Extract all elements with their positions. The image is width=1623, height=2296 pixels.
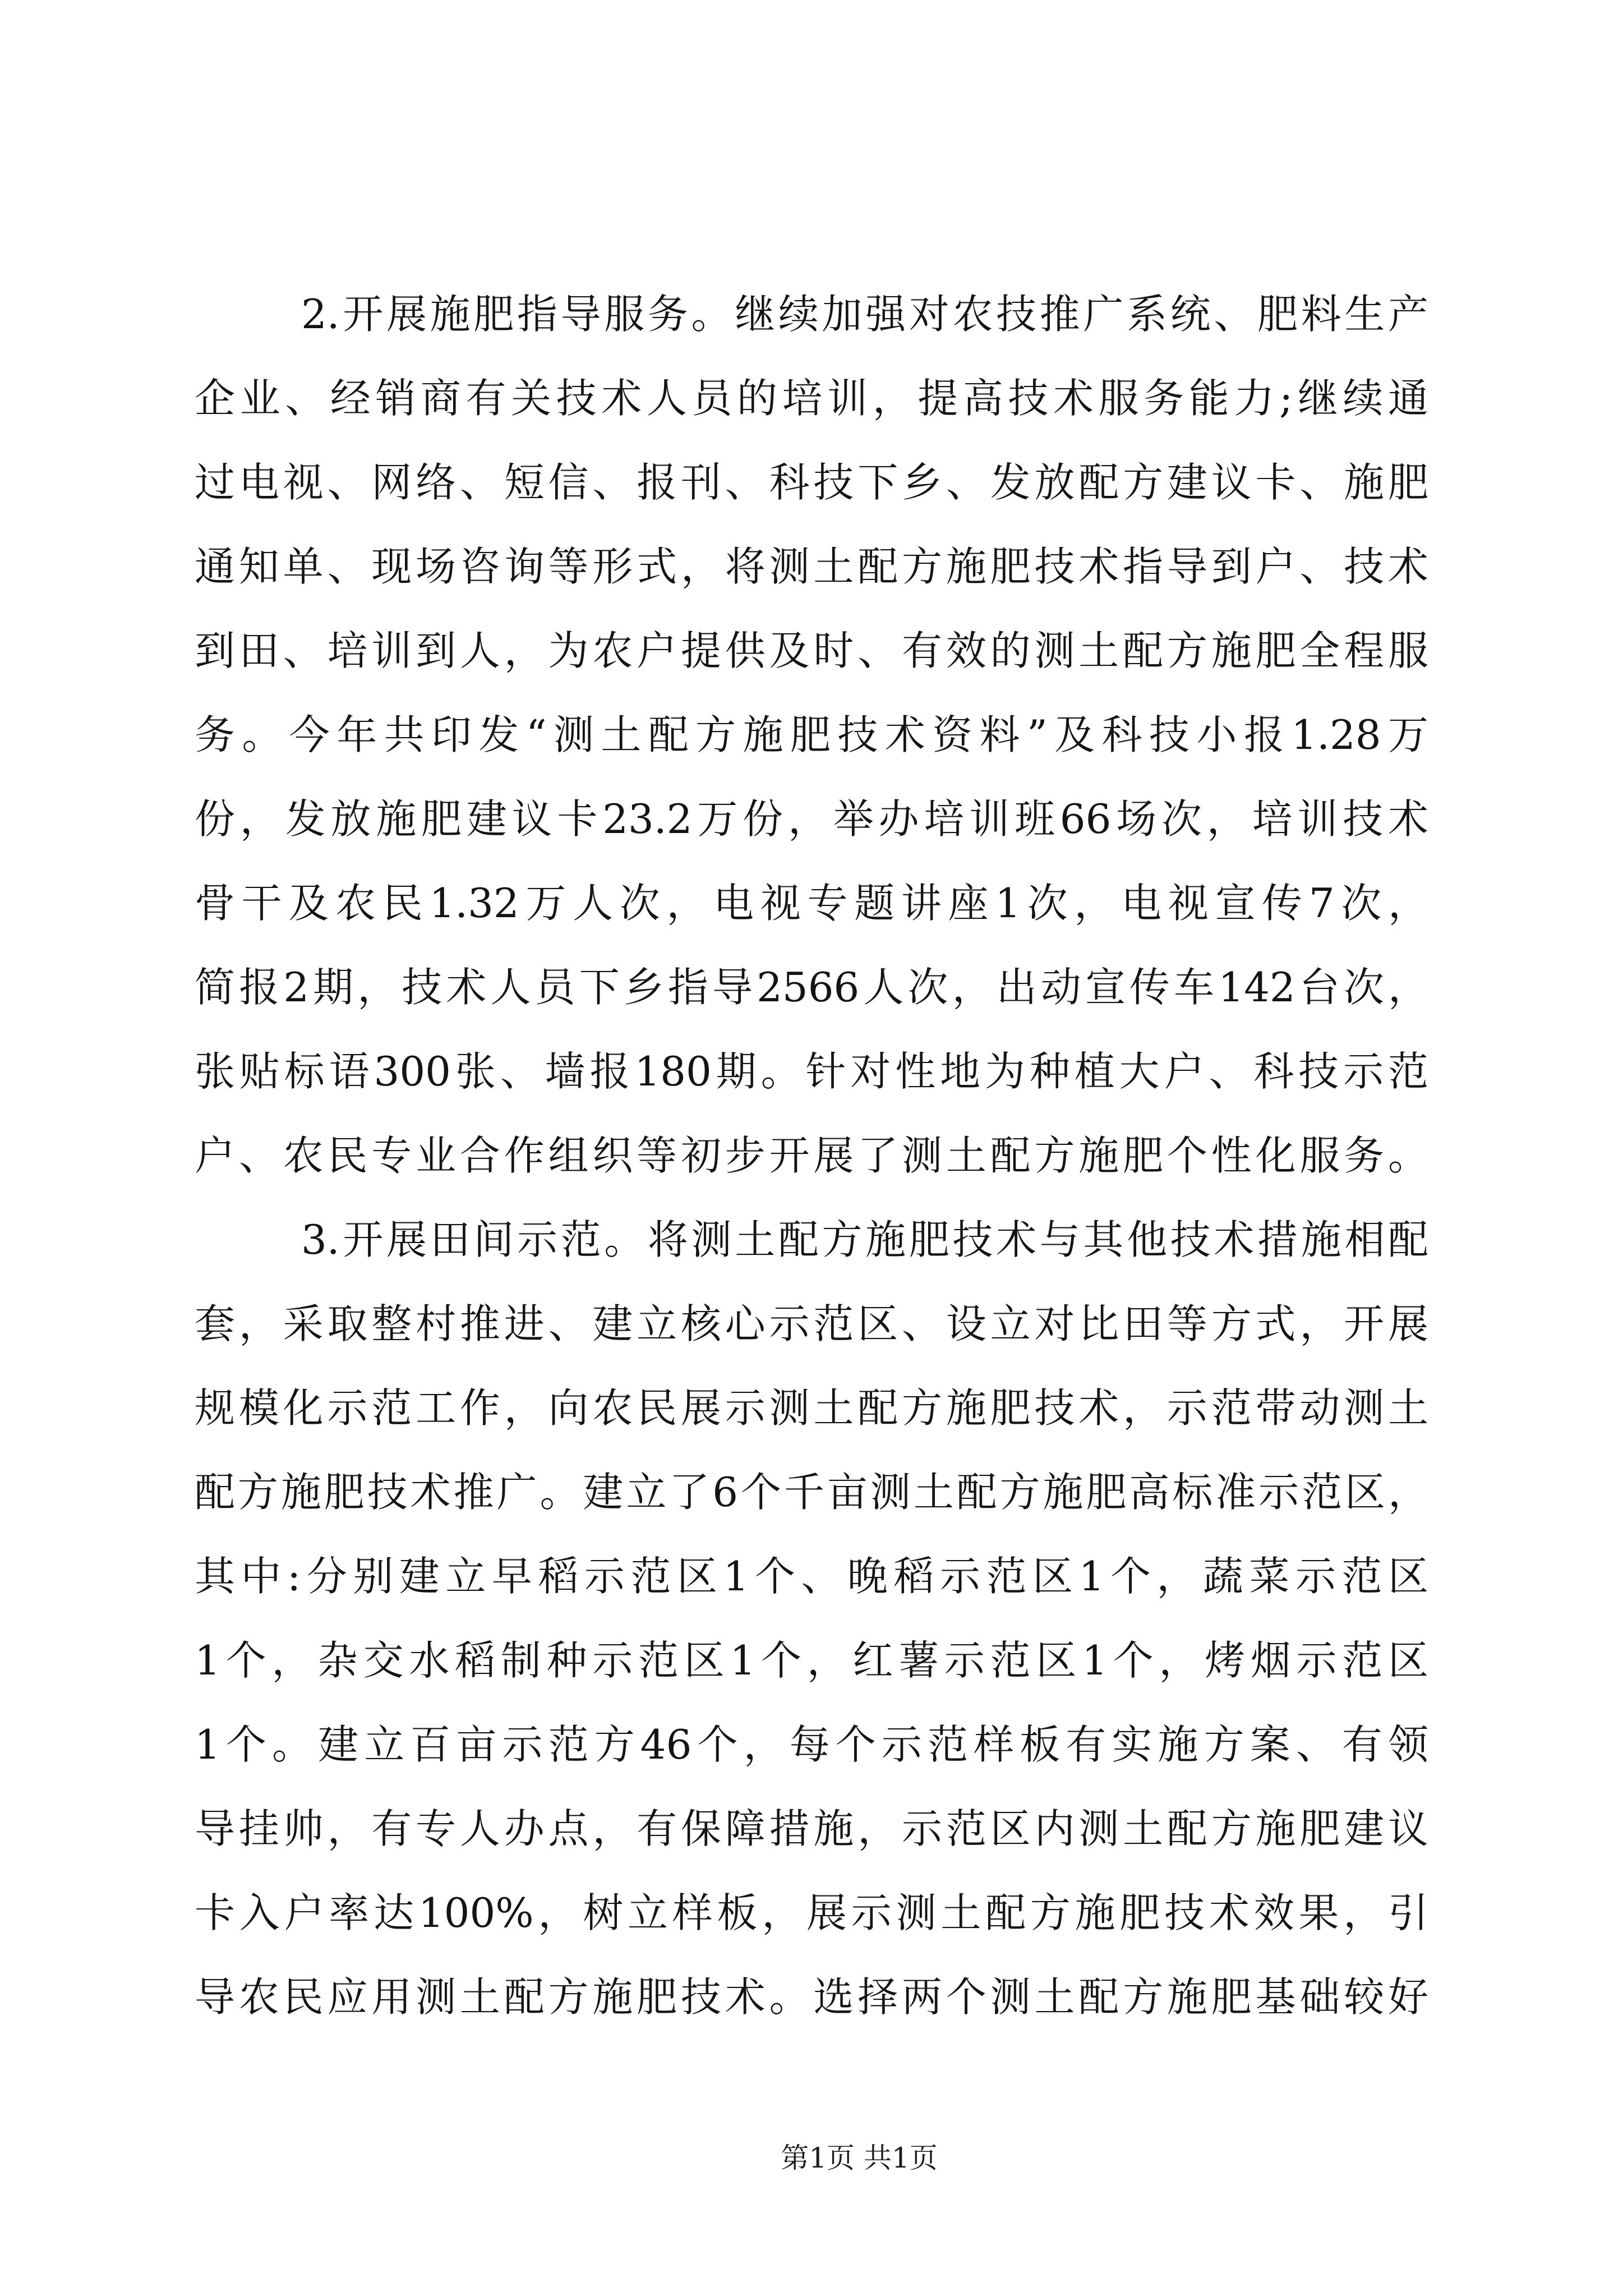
paragraph-field-demonstration xyxy=(195,1198,1428,2039)
document-body xyxy=(195,272,1428,2039)
paragraph-line: 户、农民专业合作组织等初步开展了测土配方施肥个性化服务。 xyxy=(195,1132,1428,1179)
paragraph-line: 3.开展田间示范。将测土配方施肥技术与其他技术措施相配 xyxy=(301,1216,1428,1263)
paragraph-fertilization-guidance xyxy=(195,272,1428,1198)
paragraph-line: 其中:分别建立早稻示范区1个、晚稻示范区1个，蔬菜示范区 xyxy=(195,1553,1428,1600)
paragraph-line: 骨干及农民1.32万人次，电视专题讲座1次，电视宣传7次， xyxy=(195,880,1428,927)
paragraph-line: 2.开展施肥指导服务。继续加强对农技推广系统、肥料生产 xyxy=(301,291,1428,338)
paragraph-line: 通知单、现场咨询等形式，将测土配方施肥技术指导到户、技术 xyxy=(195,543,1428,590)
paragraph-line: 导农民应用测土配方施肥技术。选择两个测土配方施肥基础较好 xyxy=(195,1973,1428,2021)
paragraph-line: 套，采取整村推进、建立核心示范区、设立对比田等方式，开展 xyxy=(195,1300,1428,1347)
page-footer: 第1页 共1页 xyxy=(781,2142,938,2174)
paragraph-line: 企业、经销商有关技术人员的培训，提高技术服务能力;继续通 xyxy=(195,375,1428,422)
paragraph-line: 张贴标语300张、墙报180期。针对性地为种植大户、科技示范 xyxy=(195,1048,1428,1095)
paragraph-line: 1个，杂交水稻制种示范区1个，红薯示范区1个，烤烟示范区 xyxy=(195,1637,1428,1684)
paragraph-line: 规模化示范工作，向农民展示测土配方施肥技术，示范带动测土 xyxy=(195,1384,1428,1432)
paragraph-line: 导挂帅，有专人办点，有保障措施，示范区内测土配方施肥建议 xyxy=(195,1805,1428,1852)
paragraph-line: 到田、培训到人，为农户提供及时、有效的测土配方施肥全程服 xyxy=(195,627,1428,674)
paragraph-line: 卡入户率达100%，树立样板，展示测土配方施肥技术效果，引 xyxy=(195,1889,1428,1936)
paragraph-line: 过电视、网络、短信、报刊、科技下乡、发放配方建议卡、施肥 xyxy=(195,459,1428,506)
paragraph-line: 简报2期，技术人员下乡指导2566人次，出动宣传车142台次， xyxy=(195,964,1428,1011)
paragraph-line: 1个。建立百亩示范方46个，每个示范样板有实施方案、有领 xyxy=(195,1721,1428,1768)
paragraph-line: 务。今年共印发“测土配方施肥技术资料”及科技小报1.28万 xyxy=(195,711,1428,758)
paragraph-line: 份，发放施肥建议卡23.2万份，举办培训班66场次，培训技术 xyxy=(195,795,1428,843)
paragraph-line: 配方施肥技术推广。建立了6个千亩测土配方施肥高标准示范区， xyxy=(195,1469,1428,1516)
